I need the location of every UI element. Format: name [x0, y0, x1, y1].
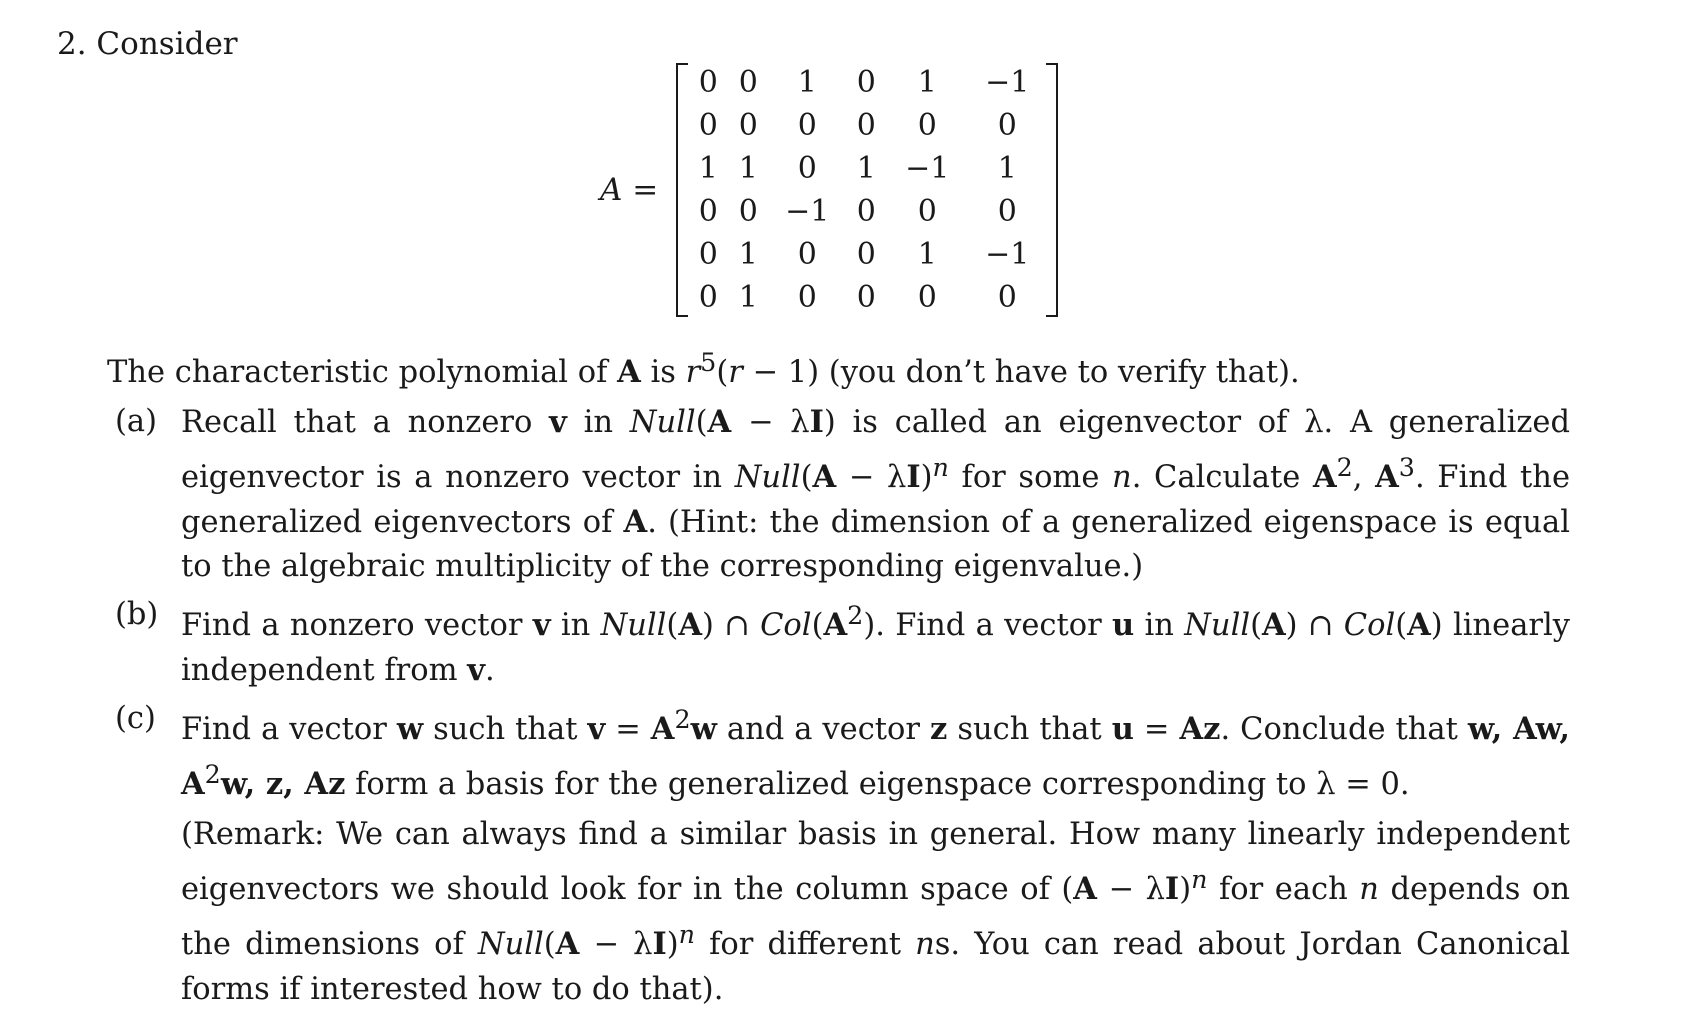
matrix-cell: 0 — [997, 280, 1017, 315]
matrix-cell: −1 — [985, 65, 1030, 100]
matrix-cell: 0 — [797, 280, 817, 315]
part-c-body — [181, 697, 1570, 1012]
matrix-row — [688, 147, 1046, 190]
matrix-cell: 0 — [997, 194, 1017, 229]
part-a-body: Recall that a nonzero v in Null(A − λI) is called an eigenvector of λ. A generalized eigenvector is a nonzero vector in Null(A − λI)$^n$ for some n. Calculate $A^2$, $A^3$. Find the generalized eigenvectors of A. (Hint: the dimension of a generalized eigenspace is equal to the algebraic multiplicity of the corresponding eigenvalue.) — [181, 404, 1570, 585]
part-b-body: Find a nonzero vector v in Null(A) ∩ $Col(A^2)$. Find a vector u in Null(A) ∩ Col(A) linearly independent from v. — [181, 600, 1570, 689]
matrix-table — [688, 61, 1046, 319]
matrix-row — [688, 233, 1046, 276]
matrix-cell: 0 — [856, 237, 876, 272]
part-a-label: (a) — [115, 404, 157, 439]
matrix-cell: 0 — [698, 194, 718, 229]
matrix-cell: 1 — [917, 237, 937, 272]
matrix-cell: 0 — [856, 280, 876, 315]
matrix-cell: 1 — [797, 65, 817, 100]
matrix-label — [600, 172, 658, 208]
matrix-cell: −1 — [985, 237, 1030, 272]
matrix-cell: 1 — [698, 151, 718, 186]
part-c-label: (c) — [115, 701, 156, 736]
matrix-cell: 0 — [797, 151, 817, 186]
matrix-definition — [600, 61, 1058, 319]
matrix-cell: −1 — [785, 194, 830, 229]
matrix-cell: 1 — [738, 151, 758, 186]
part-c-question: Find a vector w such that $v = A^2w$ and a vector z such that u = Az. Conclude that w, Aw, $A^2w$, z, Az form a basis for the generalized eigenspace corresponding to λ = 0. — [181, 704, 1571, 803]
matrix-cell: 0 — [698, 65, 718, 100]
problem-number: 2. Consider — [57, 26, 238, 62]
matrix-cell: 1 — [917, 65, 937, 100]
matrix-cell: 0 — [797, 108, 817, 143]
matrix-cell: 0 — [856, 108, 876, 143]
matrix-cell: 0 — [698, 237, 718, 272]
matrix-cell: 1 — [997, 151, 1017, 186]
matrix-cell: −1 — [905, 151, 950, 186]
intro-paragraph: The characteristic polynomial of A is $r^5(r - 1)$ (you don’t have to verify that). — [107, 347, 1300, 391]
matrix-cell: 0 — [698, 108, 718, 143]
matrix-row — [688, 190, 1046, 233]
matrix-cell: 0 — [738, 108, 758, 143]
matrix-cell: 1 — [738, 280, 758, 315]
matrix-cell: 0 — [856, 194, 876, 229]
part-b — [115, 593, 1570, 693]
part-a — [115, 400, 1570, 589]
matrix-cell: 0 — [738, 65, 758, 100]
matrix-cell: 0 — [997, 108, 1017, 143]
matrix-cell: 1 — [856, 151, 876, 186]
matrix-A — [676, 61, 1058, 319]
matrix-cell: 0 — [738, 194, 758, 229]
matrix-cell: 0 — [917, 194, 937, 229]
matrix-cell: 0 — [698, 280, 718, 315]
matrix-cell: 1 — [738, 237, 758, 272]
part-c-remark: (Remark: We can always find a similar basis in general. How many linearly independent eigenvectors we should look for in the column space of $(A - \lambda I)^n$ for each n depends on the dimensions of Null(A − λI)$^n$ for different ns. You can read about Jordan Canonical forms if interested how to do that). — [181, 817, 1570, 1007]
matrix-row — [688, 61, 1046, 104]
equals-sign: = — [632, 172, 659, 208]
matrix-row — [688, 276, 1046, 319]
matrix-cell: 0 — [917, 108, 937, 143]
matrix-name: A — [600, 172, 623, 208]
matrix-cell: 0 — [917, 280, 937, 315]
matrix-row — [688, 104, 1046, 147]
matrix-cell: 0 — [797, 237, 817, 272]
matrix-cell: 0 — [856, 65, 876, 100]
part-c — [115, 697, 1570, 1012]
part-b-label: (b) — [115, 597, 159, 632]
